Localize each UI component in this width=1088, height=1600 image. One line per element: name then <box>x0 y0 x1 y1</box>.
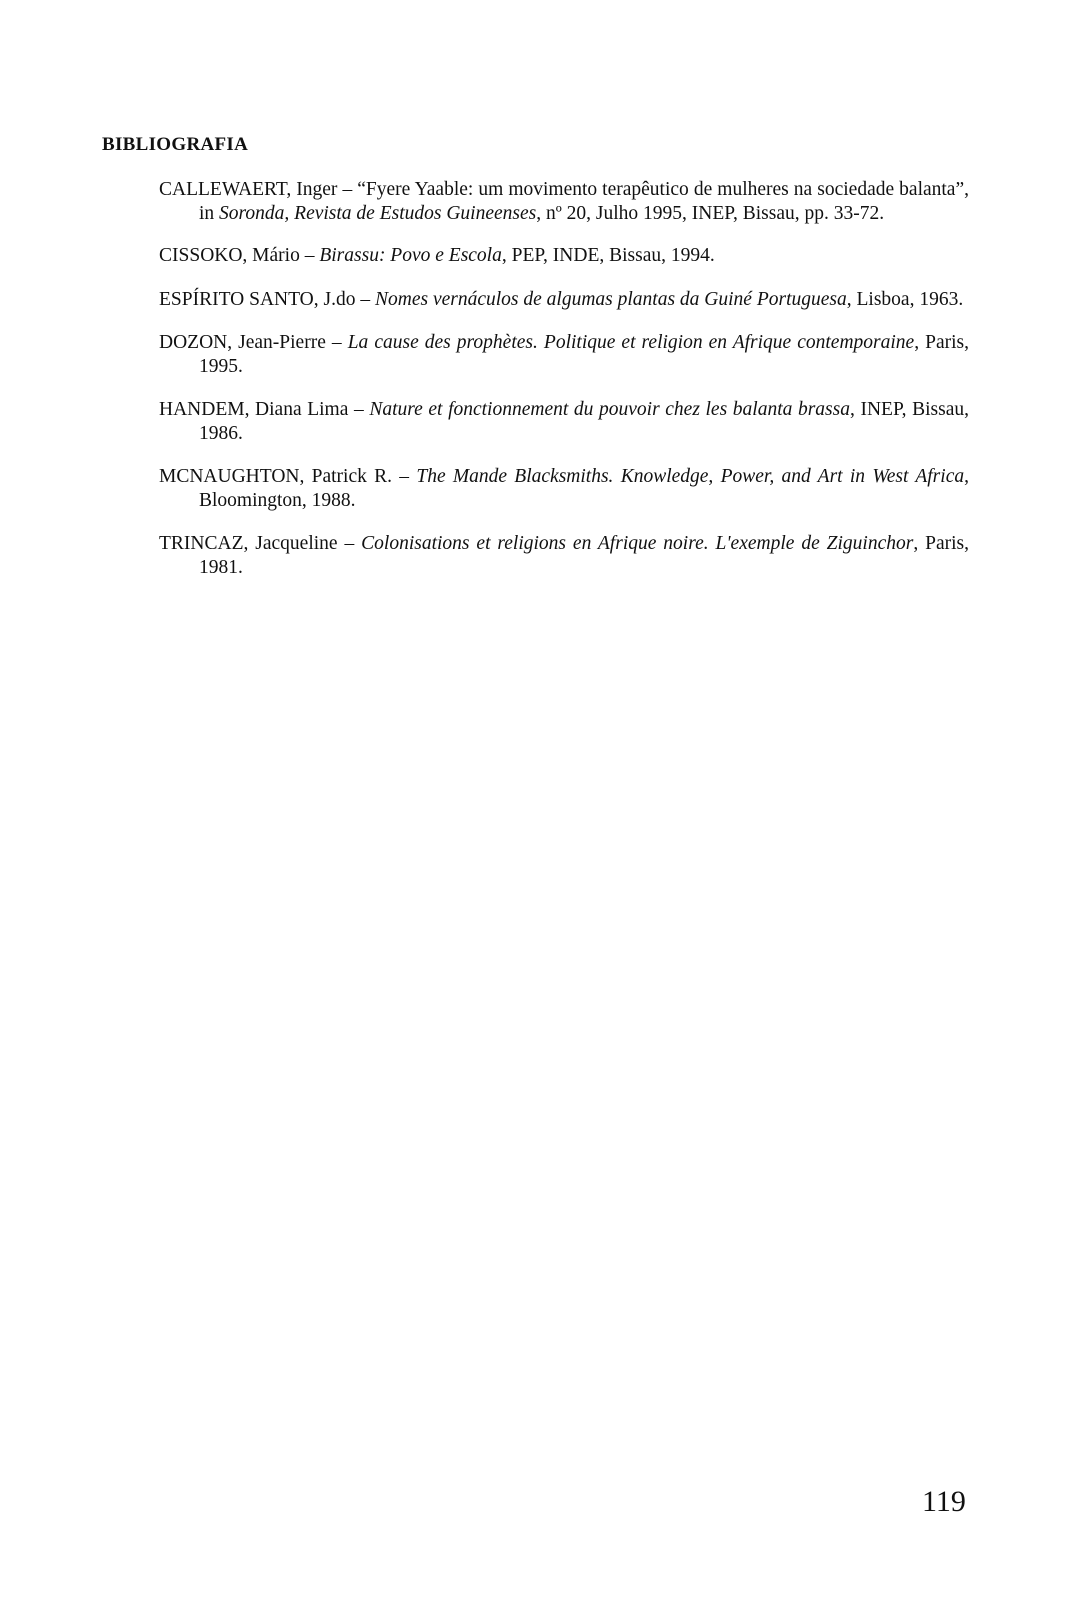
entry-separator: – <box>337 179 358 200</box>
entry-title: Nomes vernáculos de algumas plantas da Guiné Portuguesa <box>374 289 847 310</box>
entry-details: , PEP, INDE, Bissau, 1994. <box>501 245 715 266</box>
bibliography-entry-dozon <box>159 331 969 379</box>
bibliography-heading: BIBLIOGRAFIA <box>102 134 249 155</box>
entry-details: , Bloomington, 1988. <box>199 466 969 511</box>
entry-author: ESPÍRITO SANTO, J.do <box>159 289 356 310</box>
entry-separator: – <box>299 245 320 266</box>
entry-author: CALLEWAERT, Inger <box>159 179 338 200</box>
entry-title: The Mande Blacksmiths. Knowledge, Power, and Art in West Africa <box>416 466 965 487</box>
entry-title: La cause des prophètes. Politique et religion en Afrique contemporaine <box>347 332 915 353</box>
entry-details: , Lisboa, 1963. <box>846 289 964 310</box>
entry-details: , INEP, Bissau, 1986. <box>199 399 969 444</box>
bibliography-entry-cissoko <box>159 244 969 268</box>
page-number: 119 <box>922 1485 966 1518</box>
entry-details: , Paris, 1995. <box>199 332 969 377</box>
bibliography-entry-espirito-santo <box>159 288 969 312</box>
bibliography-entry-mcnaughton <box>159 465 969 513</box>
entry-separator: – <box>337 533 362 554</box>
bibliography-entry-trincaz <box>159 532 969 580</box>
entry-author: CISSOKO, Mário <box>159 245 300 266</box>
entry-author: MCNAUGHTON, Patrick R. <box>159 466 393 487</box>
entry-title: Nature et fonctionnement du pouvoir chez les balanta brassa <box>369 399 850 420</box>
bibliography-entry-callewaert <box>159 178 969 226</box>
entry-title: Soronda, Revista de Estudos Guineenses <box>219 203 537 224</box>
entry-separator: – <box>355 289 375 310</box>
entry-author: DOZON, Jean-Pierre <box>159 332 326 353</box>
entry-details: , nº 20, Julho 1995, INEP, Bissau, pp. 33-72. <box>536 203 885 224</box>
entry-preface: “Fyere Yaable: um movimento terapêutico de mulheres na sociedade balanta”, in <box>199 179 969 224</box>
entry-author: TRINCAZ, Jacqueline <box>159 533 338 554</box>
entry-details: , Paris, 1981. <box>199 533 969 578</box>
bibliography-list <box>159 178 969 598</box>
entry-title: Birassu: Povo e Escola <box>319 245 502 266</box>
bibliography-entry-handem <box>159 398 969 446</box>
entry-separator: – <box>325 332 348 353</box>
entry-separator: – <box>392 466 417 487</box>
entry-title: Colonisations et religions en Afrique noire. L'exemple de Ziguinchor <box>361 533 914 554</box>
entry-separator: – <box>348 399 370 420</box>
entry-author: HANDEM, Diana Lima <box>159 399 349 420</box>
